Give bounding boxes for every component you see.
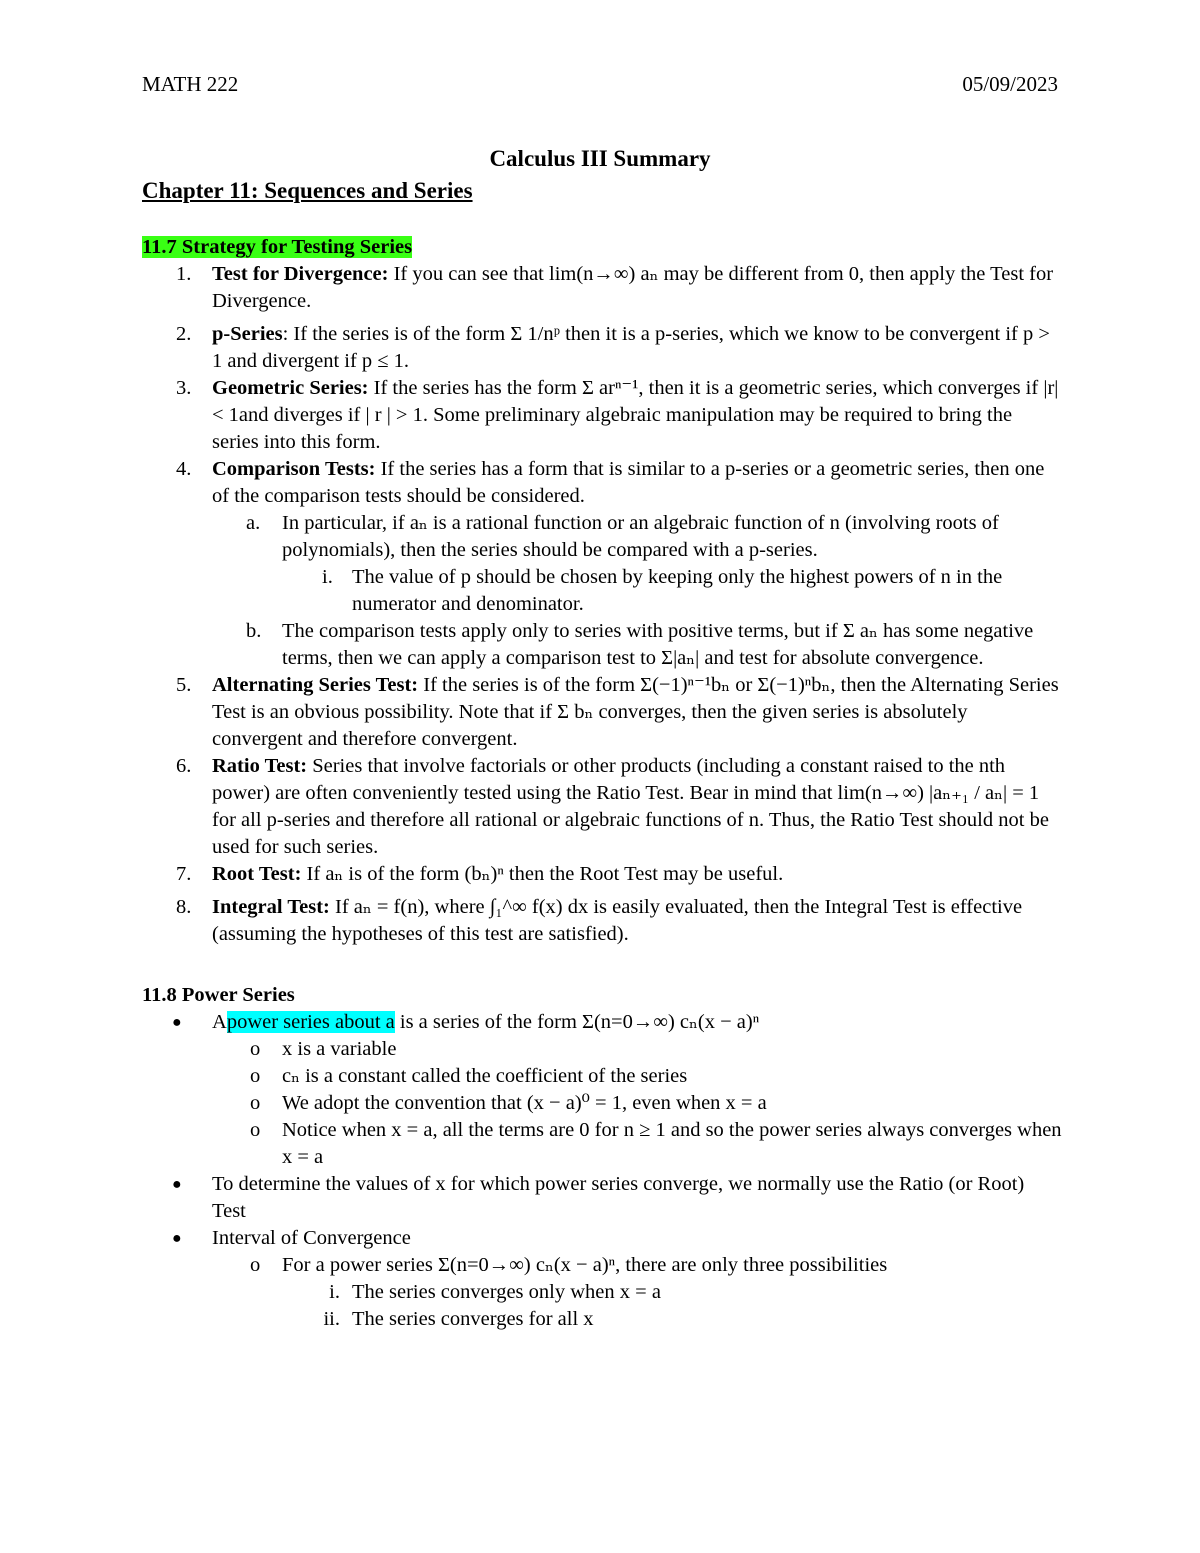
bullet-item: ● Interval of Convergence [142,1225,1062,1252]
list-item: 3. Geometric Series: If the series has the form Σ arⁿ⁻¹, then it is a geometric series, which converges if |r| < 1and diverges if | r | > 1. Some preliminary algebraic manipulation may be required to bring the series into this form. [176,377,1059,453]
sub-bullet-item: o cₙ is a constant called the coefficient of the series [250,1065,688,1087]
document-date: 05/09/2023 [962,72,1058,96]
list-item: 2. p-Series: If the series is of the form Σ 1/nᵖ then it is a p-series, which we know to be convergent if p > 1 and divergent if p ≤ 1. [176,323,1050,372]
highlighted-term: power series about a [226,1011,395,1033]
bullet-icon: ● [172,1014,182,1031]
sub-bullet-item: o We adopt the convention that (x − a)⁰ = 1, even when x = a [250,1092,767,1114]
list-item: 5. Alternating Series Test: If the series is of the form Σ(−1)ⁿ⁻¹bₙ or Σ(−1)ⁿbₙ, then the Alternating Series Test is an obvious possibility. Note that if Σ bₙ converges, then the given series is absolutely convergent and therefore convergent. [176,674,1059,750]
bullet-item: ● Apower series about a is a series of the form Σ(n=0→∞) cₙ(x − a)ⁿ [142,1009,1062,1036]
list-item: 7. Root Test: If aₙ is of the form (bₙ)ⁿ then the Root Test may be useful. [176,863,784,885]
content-body [142,234,1062,1333]
list-item: i. The value of p should be chosen by keeping only the highest powers of n in the numerator and denominator. [322,566,1003,615]
list-item: i. The series converges only when x = a [329,1281,661,1303]
list-item: 1. Test for Divergence: If you can see that lim(n→∞) aₙ may be different from 0, then apply the Test for Divergence. [176,263,1054,312]
page-title: Calculus III Summary [489,146,711,171]
bullet-icon: ● [172,1230,182,1247]
chapter-heading: Chapter 11: Sequences and Series [142,178,473,203]
bullet-item: ● To determine the values of x for which power series converge, we normally use the Ratio (or Root) Test [172,1173,1025,1222]
list-item: 8. Integral Test: If aₙ = f(n), where ∫₁^∞ f(x) dx is easily evaluated, then the Integral Test is effective (assuming the hypotheses of this test are satisfied). [176,896,1023,945]
sub-bullet-item: o For a power series Σ(n=0→∞) cₙ(x − a)ⁿ, there are only three possibilities [250,1254,888,1276]
list-item: ii. The series converges for all x [323,1308,594,1330]
list-item: 4. Comparison Tests: If the series has a form that is similar to a p-series or a geometric series, then one of the comparison tests should be considered. [176,458,1045,507]
course-code: MATH 222 [142,72,239,96]
list-item: b. The comparison tests apply only to series with positive terms, but if Σ aₙ has some negative terms, then we can apply a comparison test to Σ|aₙ| and test for absolute convergence. [246,620,1034,669]
section-heading-11-7: 11.7 Strategy for Testing Series [142,236,413,258]
list-item: a. In particular, if aₙ is a rational function or an algebraic function of n (involving roots of polynomials), then the series should be compared with a p-series. [246,512,999,561]
list-item: 6. Ratio Test: Series that involve factorials or other products (including a constant raised to the nth power) are often conveniently tested using the Ratio Test. Bear in mind that lim(n→∞) |aₙ₊₁ / aₙ| = 1 for all p-series and therefore all rational or algebraic functions of n. Thus, the Ratio Test should not be used for such series. [176,755,1049,858]
bullet-icon: ● [172,1176,182,1193]
sub-bullet-item: o Notice when x = a, all the terms are 0 for n ≥ 1 and so the power series always converges when x = a [250,1119,1062,1168]
section-heading-11-8: 11.8 Power Series [142,984,295,1006]
sub-bullet-item: o x is a variable [250,1038,397,1060]
